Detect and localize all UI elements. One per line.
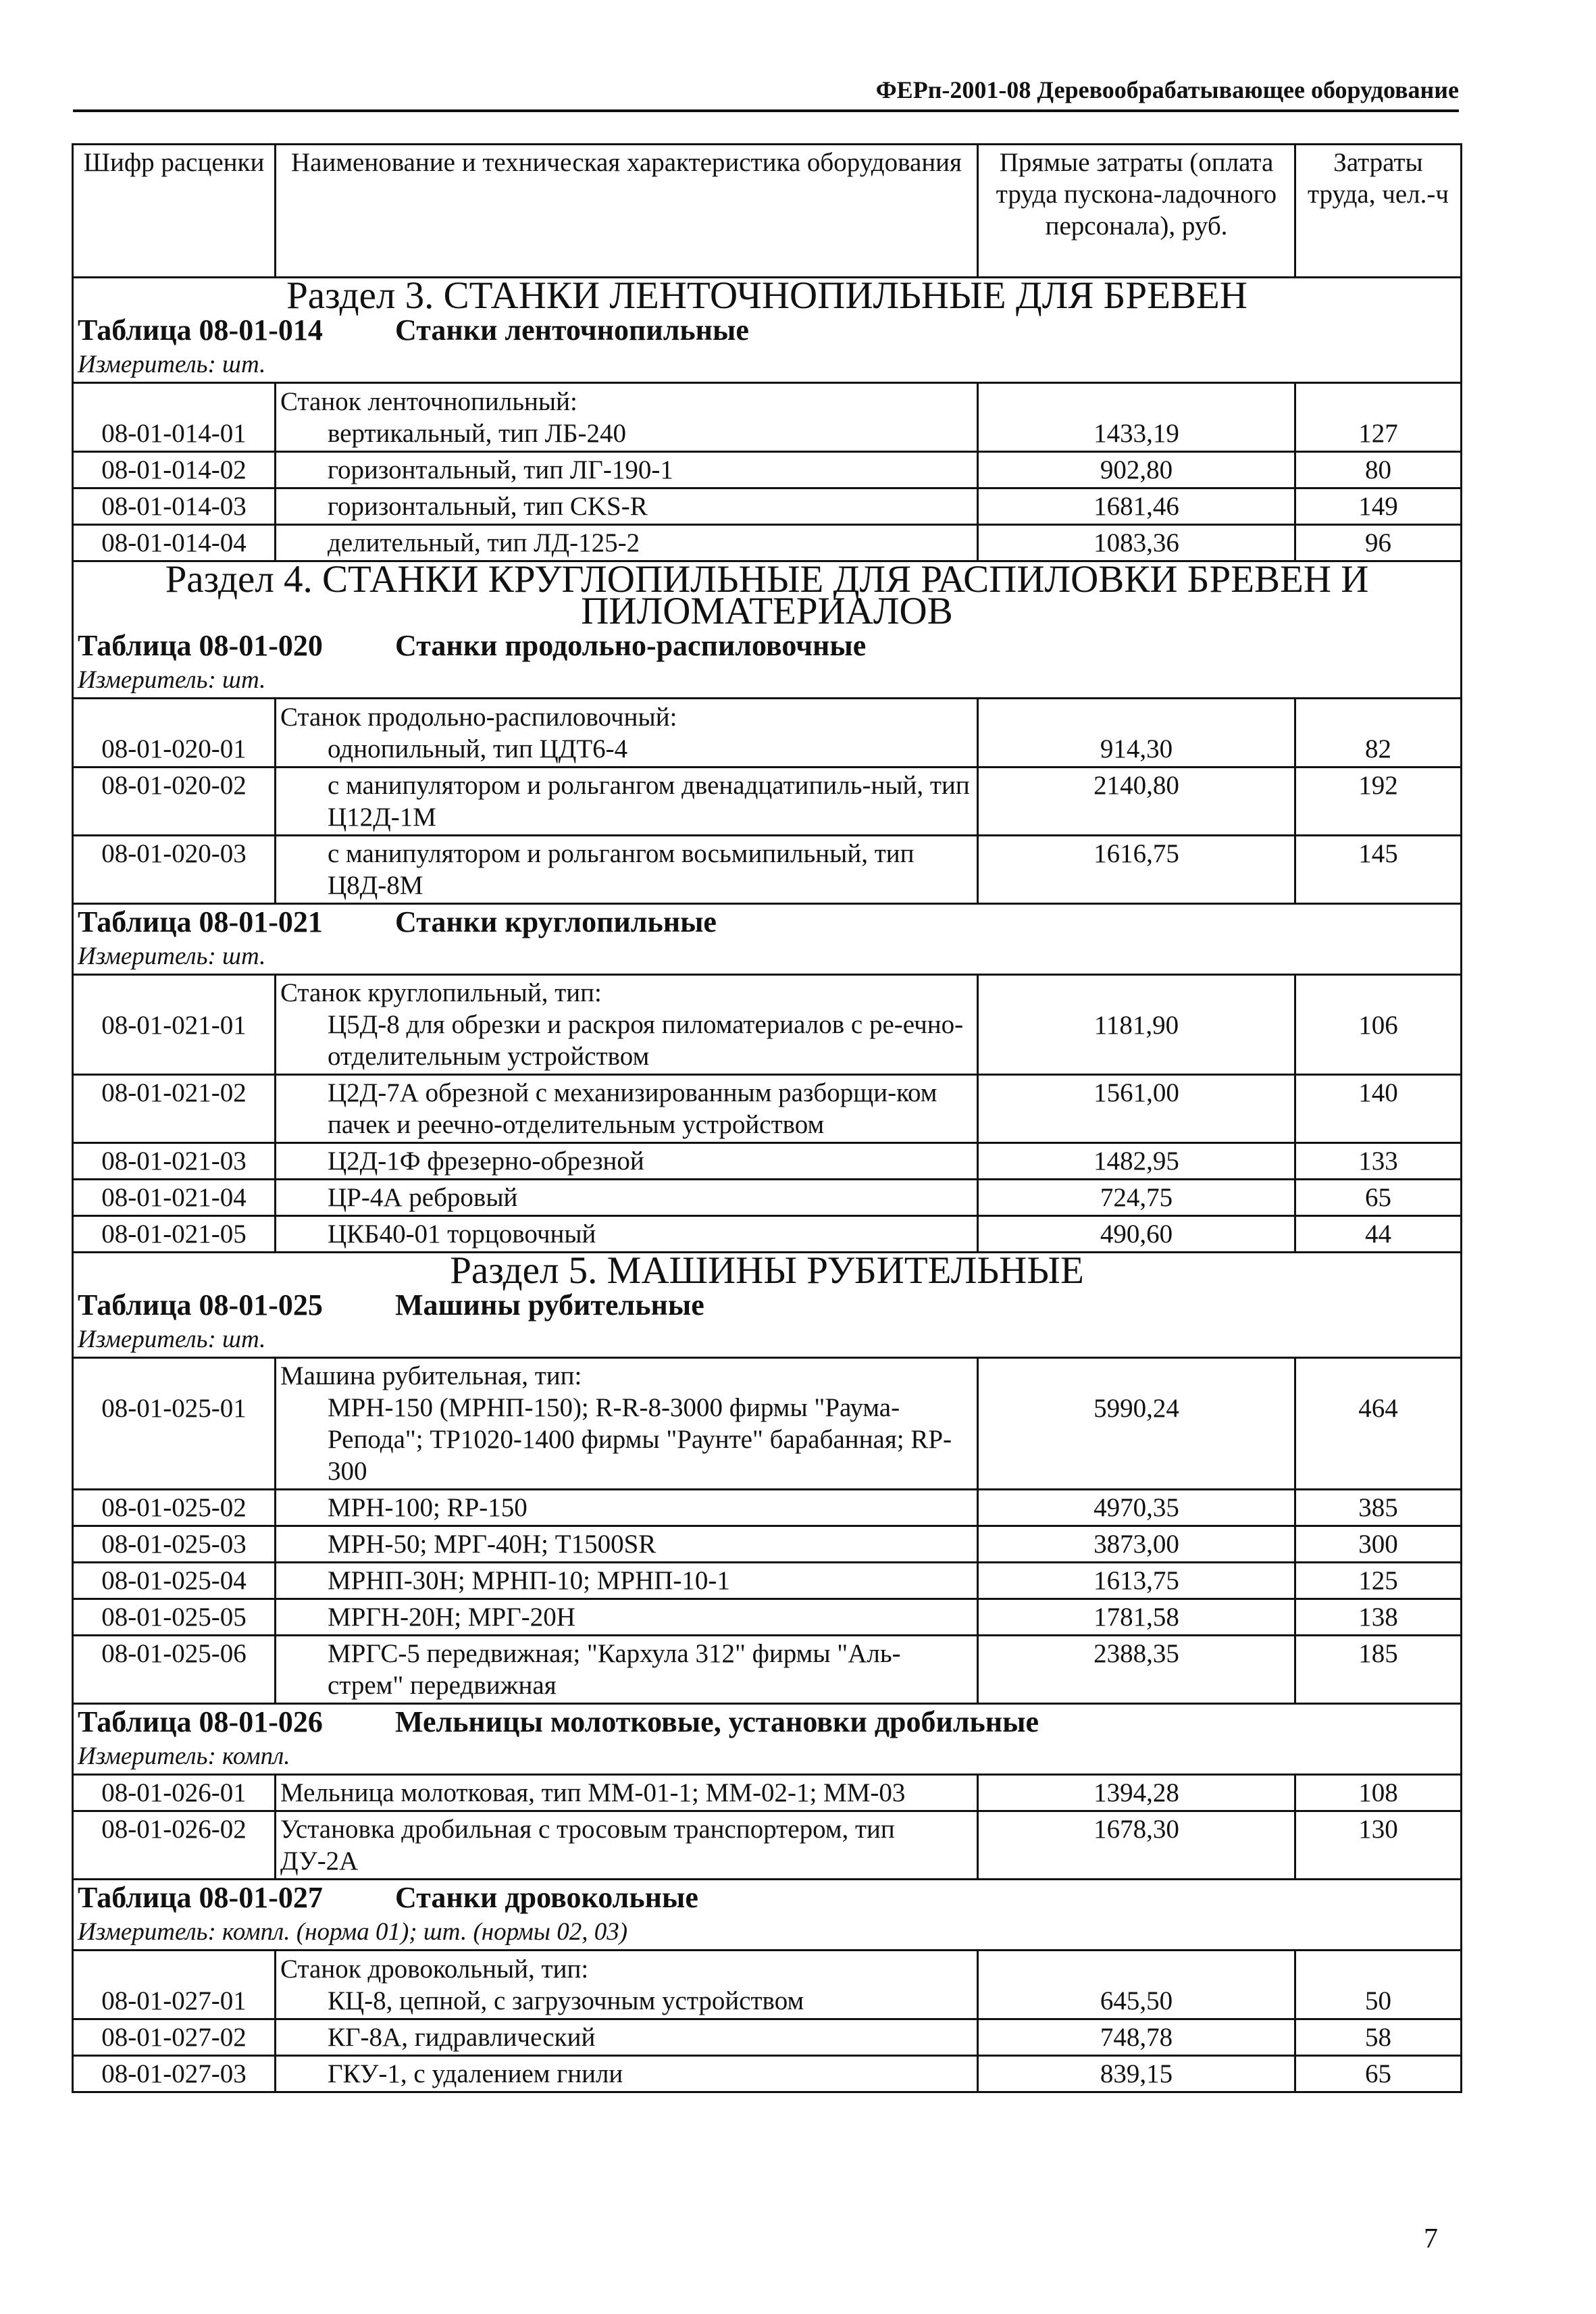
unit-row [73, 663, 1462, 699]
labor-value: 82 [1295, 699, 1462, 768]
equipment-group: Станок дровокольный, тип: [280, 1955, 589, 1984]
col-header-name: Наименование и техническая характеристика оборудования [276, 145, 978, 278]
table-row [73, 452, 1462, 488]
equipment-group: Станок продольно-распиловочный: [280, 703, 677, 732]
table-row [73, 2019, 1462, 2056]
table-row [73, 1216, 1462, 1253]
equipment-desc: МРГН-20Н; МРГ-20Н [328, 1603, 575, 1632]
labor-value: 127 [1295, 383, 1462, 452]
table-title-row [73, 1288, 1462, 1322]
table-title [73, 313, 1462, 347]
table-number: Таблица 08-01-014 [78, 313, 323, 347]
table-row [73, 525, 1462, 561]
table-name: Станки дровокольные [395, 1881, 698, 1914]
rate-code: 08-01-021-02 [73, 1075, 276, 1143]
table-row [73, 975, 1462, 1075]
table-title-row [73, 1880, 1462, 1915]
labor-value: 192 [1295, 768, 1462, 836]
equipment-name [276, 768, 978, 836]
equipment-name [276, 1811, 978, 1880]
equipment-name [276, 1143, 978, 1180]
direct-cost-value: 1781,58 [978, 1599, 1295, 1636]
equipment-name [276, 2056, 978, 2092]
rate-code: 08-01-020-01 [73, 699, 276, 768]
unit-of-measure: Измеритель: компл. [73, 1739, 1462, 1775]
equipment-desc: с манипулятором и рольгангом двенадцатипиль-ный, тип Ц12Д-1М [328, 771, 970, 832]
equipment-name [276, 1526, 978, 1563]
section-row [73, 278, 1462, 313]
labor-value: 385 [1295, 1490, 1462, 1526]
table-name: Машины рубительные [395, 1288, 704, 1322]
rate-code: 08-01-025-02 [73, 1490, 276, 1526]
rate-code: 08-01-025-04 [73, 1563, 276, 1599]
labor-value: 106 [1295, 975, 1462, 1075]
rate-code: 08-01-025-01 [73, 1358, 276, 1490]
table-name: Станки круглопильные [395, 905, 717, 938]
unit-row [73, 347, 1462, 383]
rate-code: 08-01-027-03 [73, 2056, 276, 2092]
labor-value: 125 [1295, 1563, 1462, 1599]
rates-table [72, 143, 1462, 2093]
table-row [73, 768, 1462, 836]
table-row [73, 699, 1462, 768]
direct-cost-value: 1561,00 [978, 1075, 1295, 1143]
rate-code: 08-01-021-01 [73, 975, 276, 1075]
rate-code: 08-01-014-01 [73, 383, 276, 452]
equipment-desc: ГКУ-1, с удалением гнили [328, 2059, 623, 2088]
rate-code: 08-01-014-04 [73, 525, 276, 561]
equipment-name [276, 1490, 978, 1526]
labor-value: 133 [1295, 1143, 1462, 1180]
labor-value: 300 [1295, 1526, 1462, 1563]
table-row [73, 1180, 1462, 1216]
rate-code: 08-01-025-03 [73, 1526, 276, 1563]
equipment-name [276, 488, 978, 525]
labor-value: 44 [1295, 1216, 1462, 1253]
table-title [73, 1704, 1462, 1740]
table-number: Таблица 08-01-027 [78, 1881, 323, 1914]
direct-cost-value: 4970,35 [978, 1490, 1295, 1526]
equipment-group: Машина рубительная, тип: [280, 1361, 582, 1390]
running-header: ФЕРп-2001-08 Деревообрабатывающее оборудование [73, 76, 1459, 112]
equipment-desc: Ц5Д-8 для обрезки и раскроя пиломатериалов с ре-ечно-отделительным устройством [328, 1010, 964, 1071]
direct-cost-value: 3873,00 [978, 1526, 1295, 1563]
equipment-name [276, 383, 978, 452]
section-row [73, 561, 1462, 629]
table-number: Таблица 08-01-020 [78, 629, 323, 662]
page-number: 7 [1424, 2223, 1438, 2255]
rate-code: 08-01-025-05 [73, 1599, 276, 1636]
equipment-desc: МРН-100; RP-150 [328, 1493, 527, 1522]
unit-of-measure: Измеритель: компл. (норма 01); шт. (нормы 02, 03) [73, 1915, 1462, 1951]
rate-code: 08-01-021-05 [73, 1216, 276, 1253]
column-header-row [73, 145, 1462, 278]
equipment-desc: делительный, тип ЛД-125-2 [328, 528, 640, 557]
table-row [73, 1490, 1462, 1526]
equipment-desc: КГ-8А, гидравлический [328, 2023, 596, 2052]
section-title: Раздел 4. СТАНКИ КРУГЛОПИЛЬНЫЕ ДЛЯ РАСПИЛОВКИ БРЕВЕН И ПИЛОМАТЕРИАЛОВ [73, 561, 1462, 629]
labor-value: 185 [1295, 1636, 1462, 1704]
labor-value: 65 [1295, 2056, 1462, 2092]
unit-row [73, 939, 1462, 975]
equipment-desc: МРНП-30Н; МРНП-10; МРНП-10-1 [328, 1566, 730, 1595]
equipment-desc: горизонтальный, тип CKS-R [328, 492, 648, 521]
equipment-desc: МРН-50; МРГ-40Н; T1500SR [328, 1530, 657, 1559]
table-title-row [73, 904, 1462, 940]
direct-cost-value: 1433,19 [978, 383, 1295, 452]
labor-value: 140 [1295, 1075, 1462, 1143]
labor-value: 149 [1295, 488, 1462, 525]
equipment-desc: ЦКБ40-01 торцовочный [328, 1219, 596, 1249]
direct-cost-value: 5990,24 [978, 1358, 1295, 1490]
direct-cost-value: 1394,28 [978, 1775, 1295, 1811]
direct-cost-value: 490,60 [978, 1216, 1295, 1253]
direct-cost-value: 1613,75 [978, 1563, 1295, 1599]
equipment-name [276, 452, 978, 488]
rate-code: 08-01-026-02 [73, 1811, 276, 1880]
labor-value: 464 [1295, 1358, 1462, 1490]
table-number: Таблица 08-01-021 [78, 905, 323, 938]
labor-value: 130 [1295, 1811, 1462, 1880]
equipment-desc: КЦ-8, цепной, с загрузочным устройством [328, 1986, 804, 2015]
table-row [73, 1075, 1462, 1143]
table-row [73, 488, 1462, 525]
table-title [73, 628, 1462, 663]
col-header-labor: Затраты труда, чел.-ч [1295, 145, 1462, 278]
rate-code: 08-01-014-03 [73, 488, 276, 525]
equipment-name [276, 1180, 978, 1216]
table-row [73, 1811, 1462, 1880]
direct-cost-value: 2140,80 [978, 768, 1295, 836]
equipment-name [276, 1775, 978, 1811]
rate-code: 08-01-026-01 [73, 1775, 276, 1811]
table-row [73, 1636, 1462, 1704]
labor-value: 65 [1295, 1180, 1462, 1216]
equipment-name [276, 1075, 978, 1143]
table-row [73, 383, 1462, 452]
rate-code: 08-01-021-04 [73, 1180, 276, 1216]
direct-cost-value: 1616,75 [978, 836, 1295, 904]
rate-code: 08-01-027-01 [73, 1951, 276, 2019]
table-row [73, 836, 1462, 904]
direct-cost-value: 2388,35 [978, 1636, 1295, 1704]
unit-row [73, 1915, 1462, 1951]
equipment-group: Станок круглопильный, тип: [280, 978, 602, 1007]
equipment-desc: Мельница молотковая, тип ММ-01-1; ММ-02-1; ММ-03 [280, 1778, 906, 1807]
equipment-desc: ЦР-4А ребровый [328, 1183, 518, 1212]
section-title: Раздел 5. МАШИНЫ РУБИТЕЛЬНЫЕ [73, 1253, 1462, 1288]
table-title [73, 1880, 1462, 1915]
unit-of-measure: Измеритель: шт. [73, 1322, 1462, 1358]
direct-cost-value: 724,75 [978, 1180, 1295, 1216]
equipment-group: Станок ленточнопильный: [280, 387, 577, 416]
table-title-row [73, 313, 1462, 347]
section-title: Раздел 3. СТАНКИ ЛЕНТОЧНОПИЛЬНЫЕ ДЛЯ БРЕВЕН [73, 278, 1462, 313]
table-row [73, 1951, 1462, 2019]
direct-cost-value: 1681,46 [978, 488, 1295, 525]
rate-code: 08-01-025-06 [73, 1636, 276, 1704]
table-title [73, 904, 1462, 940]
equipment-name [276, 1636, 978, 1704]
equipment-name [276, 1599, 978, 1636]
table-row [73, 2056, 1462, 2092]
direct-cost-value: 748,78 [978, 2019, 1295, 2056]
rate-code: 08-01-020-03 [73, 836, 276, 904]
labor-value: 50 [1295, 1951, 1462, 2019]
table-name: Станки ленточнопильные [395, 313, 749, 347]
rate-code: 08-01-027-02 [73, 2019, 276, 2056]
table-name: Станки продольно-распиловочные [395, 629, 867, 662]
rate-code: 08-01-014-02 [73, 452, 276, 488]
direct-cost-value: 914,30 [978, 699, 1295, 768]
direct-cost-value: 1083,36 [978, 525, 1295, 561]
table-row [73, 1563, 1462, 1599]
table-row [73, 1143, 1462, 1180]
equipment-desc: МРН-150 (МРНП-150); R-R-8-3000 фирмы "Раума-Репода"; ТР1020-1400 фирмы "Раунте" барабанная; RP-300 [328, 1393, 952, 1486]
labor-value: 108 [1295, 1775, 1462, 1811]
rate-code: 08-01-020-02 [73, 768, 276, 836]
equipment-name [276, 2019, 978, 2056]
equipment-name [276, 836, 978, 904]
equipment-name [276, 1563, 978, 1599]
table-number: Таблица 08-01-025 [78, 1288, 323, 1322]
unit-row [73, 1739, 1462, 1775]
direct-cost-value: 645,50 [978, 1951, 1295, 2019]
direct-cost-value: 902,80 [978, 452, 1295, 488]
direct-cost-value: 1482,95 [978, 1143, 1295, 1180]
equipment-desc: Ц2Д-1Ф фрезерно-обрезной [328, 1147, 644, 1176]
labor-value: 80 [1295, 452, 1462, 488]
unit-of-measure: Измеритель: шт. [73, 663, 1462, 699]
direct-cost-value: 1678,30 [978, 1811, 1295, 1880]
equipment-desc: Установка дробильная с тросовым транспортером, тип ДУ-2А [280, 1815, 895, 1876]
col-header-code: Шифр расценки [73, 145, 276, 278]
table-row [73, 1358, 1462, 1490]
labor-value: 96 [1295, 525, 1462, 561]
table-number: Таблица 08-01-026 [78, 1705, 323, 1738]
table-title-row [73, 628, 1462, 663]
labor-value: 58 [1295, 2019, 1462, 2056]
table-title [73, 1288, 1462, 1322]
equipment-desc: с манипулятором и рольгангом восьмипильный, тип Ц8Д-8М [328, 839, 915, 900]
unit-of-measure: Измеритель: шт. [73, 347, 1462, 383]
table-row [73, 1775, 1462, 1811]
labor-value: 145 [1295, 836, 1462, 904]
equipment-desc: МРГС-5 передвижная; "Кархула 312" фирмы "Аль-стрем" передвижная [328, 1639, 901, 1700]
equipment-desc: Ц2Д-7А обрезной с механизированным разборщи-ком пачек и реечно-отделительным устройством [328, 1078, 937, 1139]
equipment-name [276, 1951, 978, 2019]
direct-cost-value: 839,15 [978, 2056, 1295, 2092]
table-name: Мельницы молотковые, установки дробильные [395, 1705, 1039, 1738]
table-row [73, 1599, 1462, 1636]
equipment-desc: вертикальный, тип ЛБ-240 [328, 419, 626, 448]
equipment-name [276, 699, 978, 768]
equipment-desc: однопильный, тип ЦДТ6-4 [328, 734, 628, 763]
unit-of-measure: Измеритель: шт. [73, 939, 1462, 975]
equipment-name [276, 1358, 978, 1490]
unit-row [73, 1322, 1462, 1358]
col-header-direct-costs: Прямые затраты (оплата труда пускона-ладочного персонала), руб. [978, 145, 1295, 278]
equipment-desc: горизонтальный, тип ЛГ-190-1 [328, 455, 673, 484]
equipment-name [276, 525, 978, 561]
table-title-row [73, 1704, 1462, 1740]
equipment-name [276, 975, 978, 1075]
table-row [73, 1526, 1462, 1563]
section-row [73, 1253, 1462, 1288]
rate-code: 08-01-021-03 [73, 1143, 276, 1180]
equipment-name [276, 1216, 978, 1253]
direct-cost-value: 1181,90 [978, 975, 1295, 1075]
labor-value: 138 [1295, 1599, 1462, 1636]
